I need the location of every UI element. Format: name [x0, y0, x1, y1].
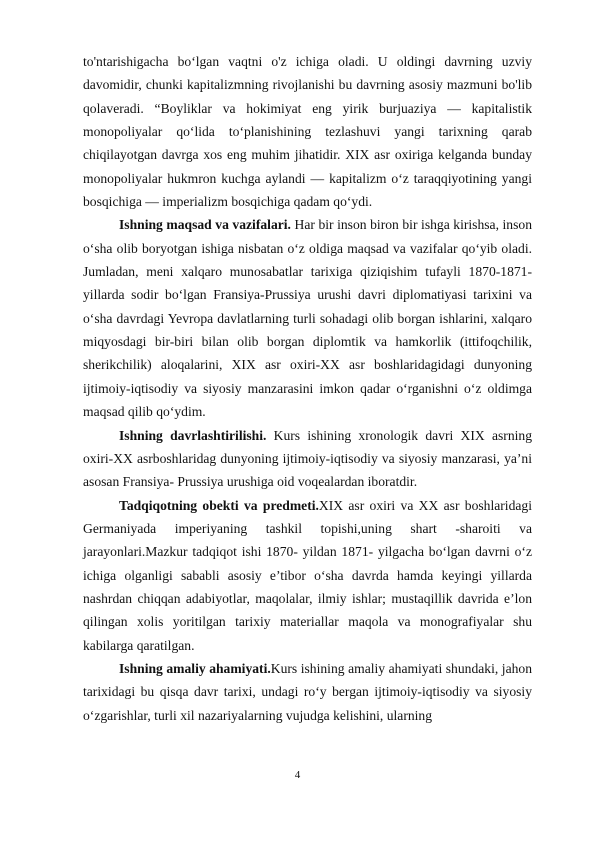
section-heading-goals: Ishning maqsad va vazifalari. — [119, 217, 291, 233]
paragraph-text: XIX asr oxiri va XX asr boshlaridagi Germaniyada imperiyaning tashkil topishi,uning shart -sharoiti va jarayonlari.Mazkur tadqiqot ishi 1870- yildan 1871- yilgacha bo‘lgan davrni o‘z ichiga olganligi sababli asosiy e’tibor o‘sha davrda hamda keyingi yillarda nashrdan chiqqan adabiyotlar, maqolalar, ilmiy ishlar; mustaqillik davrida e’lon qilingan xolis yoritilgan tarixiy materiallar maqola va monografiyalar shu kabilarga qaratilgan. — [83, 497, 532, 653]
paragraph-text: Kurs ishining xronologik davri XIX asrning oxiri-XX asrboshlaridag dunyoning ijtimoiy-iqtisodiy va siyosiy manzarasi, ya’ni asosan Fransiya- Prussiya urushiga oid voqealardan iboratdir. — [83, 427, 532, 490]
section-heading-periodization: Ishning davrlashtirilishi. — [119, 427, 267, 443]
paragraph-text: Har bir inson biron bir ishga kirishsa, inson o‘sha olib boryotgan ishiga nisbatan o‘z oldiga maqsad va vazifalar qo‘yib oladi. Jumladan, meni xalqaro munosabatlar tarixiga qiziqishim tufayli 1870-1871- yillarda sodir bo‘lgan Fransiya-Prussiya urushi davri diplomatiyasi tarixini va o‘sha davrdagi Yevropa davlatlarning turli sohadagi olib borgan ishlarini, xalqaro miqyosdagi bir-biri bilan olib borgan diplomtik va hamkorlik (ittifoqchilik, sherikchilik) aloqalarini, XIX asr oxiri-XX asr boshlaridagidagi dunyoning ijtimoiy-iqtisodiy va siyosiy manzarasini imkon qadar o‘rganishni o‘z oldimga maqsad qilib qo‘ydim. — [83, 217, 532, 420]
document-page — [83, 50, 532, 727]
paragraph-text: to'ntarishigacha bo‘lgan vaqtni o'z ichiga oladi. U oldingi davrning uzviy davomidir, chunki kapitalizmning rivojlanishi bu davrning asosiy mazmuni bo'lib qolaveradi. “Boyliklar va hokimiyat eng yirik burjuaziya — kapitalistik monopoliyalar qo‘lida to‘planishining tezlashuvi yangi tarixning qarab chiqilayotgan davrga xos eng muhim jihatidir. XIX asr oxiriga kelganda bunday monopoliyalar hukmron kuchga aylandi — kapitalizm o‘z taraqqiyotining yangi bosqichiga — imperializm bosqichiga qadam qo‘ydi. — [83, 54, 532, 210]
page-number: 4 — [294, 769, 301, 781]
paragraph-periodization — [83, 424, 532, 494]
paragraph-practical-significance — [83, 657, 532, 727]
section-heading-object: Tadqiqotning obekti va predmeti. — [119, 497, 319, 513]
paragraph-object-and-subject — [83, 494, 532, 657]
paragraph-monopoly-era — [83, 50, 532, 213]
paragraph-text: Kurs ishining amaliy ahamiyati shundaki, jahon tarixidagi bu qisqa davr tarixi, undagi ro‘y bergan ijtimoiy-iqtisodiy va siyosiy o‘zgarishlar, turli xil nazariyalarning vujudga kelishini, ularning — [83, 660, 532, 723]
paragraph-goals-and-tasks — [83, 213, 532, 423]
section-heading-practical: Ishning amaliy ahamiyati. — [119, 660, 271, 676]
